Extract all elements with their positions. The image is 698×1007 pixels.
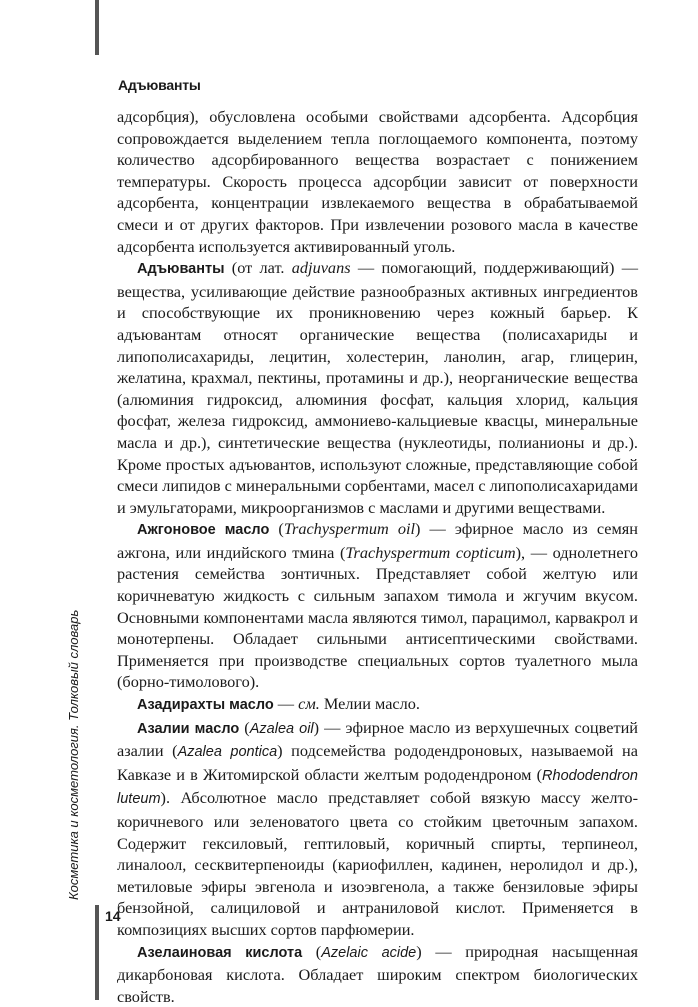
term-adjuvants: Адъюванты [137, 261, 225, 278]
latin-term: Trachyspermum copticum [345, 542, 516, 562]
text-span: ) подсемейства рододендроновых, называемой на Кавказе и в Житомирской области желтым рододендроном ( [117, 741, 638, 784]
margin-rule-top [95, 0, 99, 55]
text-span: — помогающий, поддерживающий) — вещества, усиливающие действие разнообразных активных ингредиентов и способствующие их проникновению через кожный барьер. К адъювантам относят органические вещества (полисахариды и липополисахариды, лецитин, холестерин, ланолин, агар, глицерин, желатина, крахмал, пектины, протамины и др.), неорганические вещества (алюминия гидроксид, алюминия фосфат, кальция хлорид, кальция фосфат, железа гидроксид, аммониево-кальциевые квасцы, минеральные масла и др.), синтетические вещества (нуклеотиды, полианионы и др.). Кроме простых адъювантов, используют сложные, представляющие собой смеси липидов с минеральными сорбентами, масел с липополисахаридами и эмульгаторами, микроорганизмов с маслами и другими веществами. [117, 258, 638, 517]
see-reference: см. [298, 694, 320, 714]
entry-continuation: адсорбция), обусловлена особыми свойствами адсорбента. Адсорбция сопровождается выделением тепла поглощаемого компонента, поэтому количество адсорбированного вещества возрастает с понижением температуры. Скорость процесса адсорбции зависит от поверхности адсорбента, концентрации извлекаемого вещества в обрабатываемой смеси и от других факторов. При извлечении розового масла в качестве адсорбента используется активированный уголь. [117, 107, 638, 256]
text-span: ( [239, 717, 250, 737]
running-head: Адъюванты [118, 77, 201, 93]
latin-term: adjuvans [291, 258, 351, 278]
entry-adjuvants [117, 257, 638, 518]
book-title-vertical: Косметика и косметология. Толковый словарь [66, 609, 81, 900]
text-span: ( [269, 519, 284, 539]
text-span: (от лат. [224, 258, 292, 278]
term-ajowan-oil: Ажгоновое масло [137, 522, 270, 539]
text-span: ), — однолетнего растения семейства зонтичных. Представляет собой желтую или коричневатую жидкость с сильным запахом тимола и жгучим вкусом. Основными компонентами масла являются тимол, парацимол, карвакрол и монотерпены. Обладает сильными антисептическими свойствами. Применяется при производстве специальных сортов туалетного мыла (борно-тимолового). [117, 542, 638, 692]
term-azelaic-acid: Азелаиновая кислота [137, 944, 303, 961]
page-number: 14 [105, 908, 121, 924]
latin-term: Azelaic acide [321, 944, 417, 961]
term-azadirachta-oil: Азадирахты масло [137, 697, 274, 714]
text-span: ). Абсолютное масло представляет собой вязкую массу желто-коричневого или зеленоватого цвета со стойким цветочным запахом. Содержит гексиловый, гептиловый, коричный спирты, терпинеол, линалоол, сесквитерпеноиды (кариофиллен, кадинен, неролидол и др.), метиловые эфиры эвгенола и изоэвгенола, а также бензиловые эфиры бензойной, салициловой и антраниловой кислот. Применяется в композициях высших сортов парфюмерии. [117, 788, 638, 939]
text-span: ) — природная насыщенная дикарбоновая кислота. Обладает широким спектром биологических свойств. [117, 941, 639, 1006]
latin-term: Azalea pontica [177, 744, 278, 761]
latin-term: Trachyspermum oil [283, 519, 416, 539]
text-span: ) — эфирное масло из семян ажгона, или индийского тмина ( [117, 519, 638, 562]
latin-term: Rhododendron luteum [117, 767, 638, 808]
entry-azalea-oil [117, 717, 638, 941]
entry-azadirachta-oil [117, 693, 638, 717]
entry-ajowan-oil [117, 518, 638, 693]
latin-term: Azalea oil [249, 720, 314, 737]
margin-rule-bottom [95, 905, 99, 1000]
text-span: Мелии масло. [319, 694, 420, 714]
term-azalea-oil: Азалии масло [137, 720, 240, 737]
entry-azelaic-acid [117, 941, 638, 1007]
text-span: — [273, 694, 299, 714]
dictionary-text [117, 106, 638, 1007]
text-span: ( [302, 941, 322, 961]
text-span: ) — эфирное масло из верхушечных соцветий азалии ( [117, 717, 638, 761]
